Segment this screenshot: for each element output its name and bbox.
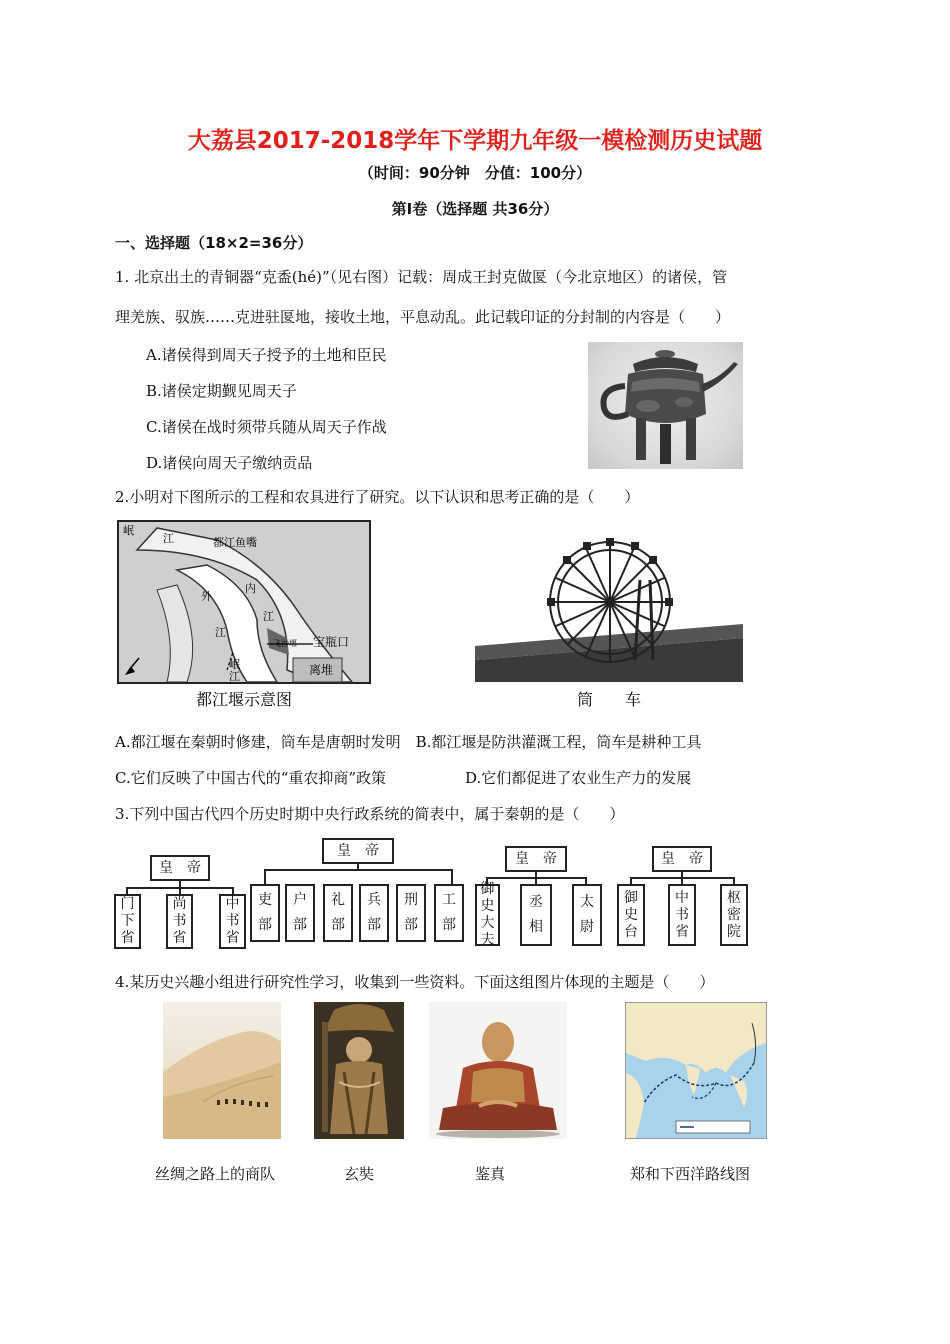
chart4-child-yushitai: 御 史 台 [617, 884, 645, 946]
chart4-emperor: 皇 帝 [652, 846, 712, 872]
map-caption: 都江堰示意图 [195, 690, 293, 709]
chart3-emperor: 皇 帝 [505, 846, 567, 872]
map-label-nei-jiang: 江 [263, 610, 274, 623]
q1-option-d: D.诸侯向周天子缴纳贡品 [146, 454, 313, 472]
jianzhen-statue-image [429, 1002, 567, 1139]
caption-zhenghe: 郑和下西洋路线图 [629, 1165, 750, 1183]
chart2-child-gong-bu: 工 部 [434, 884, 464, 942]
q1-option-c: C.诸侯在战时须带兵随从周天子作战 [146, 418, 387, 436]
q4-stem: 4.某历史兴趣小组进行研究性学习，收集到一些资料。下面这组图片体现的主题是（ ） [115, 973, 715, 991]
waterwheel-image [475, 520, 743, 710]
map-label-jiang-lower: 江 [229, 670, 240, 683]
zhenghe-route-map-image [625, 1002, 767, 1139]
map-label-wai-jiang: 江 [215, 626, 226, 639]
caption-jianzhen: 鉴真 [474, 1165, 505, 1183]
map-label-jiang: 江 [163, 532, 174, 545]
chart3-child-yushi-dafu: 御 史 大 夫 [475, 884, 500, 946]
q2-options-ab: A.都江堰在秦朝时修建，筒车是唐朝时发明 B.都江堰是防洪灌溉工程，筒车是耕种工具 [115, 733, 702, 751]
chart1-emperor: 皇 帝 [150, 855, 210, 881]
exam-title: 大荔县2017-2018学年下学期九年级一模检测历史试题 [187, 128, 763, 154]
q1-line2: 理羌族、驭族……克进驻匽地，接收土地，平息动乱。此记载印证的分封制的内容是（ ） [115, 308, 731, 326]
map-label-min: 岷 [123, 524, 134, 537]
q1-line1: 1. 北京出土的青铜器“克盉(hé)”（见右图）记载：周成王封克做匽（今北京地区）的诸侯，管 [115, 268, 728, 286]
q1-option-b: B.诸侯定期觐见周天子 [146, 382, 297, 400]
q2-stem: 2.小明对下图所示的工程和农具进行了研究。以下认识和思考正确的是（ ） [115, 488, 640, 506]
map-label-feishayan: 飞沙堰 [273, 639, 297, 648]
caption-xuanzang: 玄奘 [343, 1165, 374, 1183]
q3-stem: 3.下列中国古代四个历史时期中央行政系统的简表中，属于秦朝的是（ ） [115, 805, 625, 823]
chart2-child-hu-bu: 户 部 [285, 884, 315, 942]
map-label-liudui: 离堆 [309, 663, 334, 677]
chart1-child-menxia: 门 下 省 [114, 894, 141, 949]
map-label-yuzui: 都江鱼嘴 [213, 536, 257, 549]
chart3-child-chengxiang: 丞 相 [520, 884, 552, 946]
xuanzang-image [314, 1002, 404, 1139]
map-label-nei: 内 [245, 582, 256, 595]
chart2-child-xing-bu: 刑 部 [396, 884, 426, 942]
chart2-child-bing-bu: 兵 部 [359, 884, 389, 942]
map-label-baopingkou: 宝瓶口 [313, 635, 350, 649]
silk-road-caravan-image [163, 1002, 281, 1139]
q2-option-c: C.它们反映了中国古代的“重农抑商”政策 [115, 769, 387, 787]
map-label-wai: 外 [201, 590, 212, 603]
bronze-vessel-image [588, 342, 743, 469]
volume-heading: 第Ⅰ卷（选择题 共36分） [391, 200, 559, 218]
chart2-emperor: 皇 帝 [322, 838, 394, 864]
exam-time-score: （时间：90分钟 分值：100分） [358, 164, 592, 182]
chart3-child-taiwei: 太 尉 [572, 884, 602, 946]
chart2-child-li-bu: 吏 部 [250, 884, 280, 942]
waterwheel-caption: 筒 车 [576, 690, 642, 709]
dujiangyan-map [117, 520, 371, 710]
map-label-min-lower: 岷 [229, 658, 240, 671]
caption-caravan: 丝绸之路上的商队 [154, 1165, 275, 1183]
q2-option-d: D.它们都促进了农业生产力的发展 [465, 769, 692, 787]
chart4-child-shumiyuan: 枢 密 院 [720, 884, 748, 946]
chart1-child-shangshu: 尚 书 省 [166, 894, 193, 949]
section-heading: 一、选择题（18×2=36分） [115, 234, 313, 252]
chart2-child-li-bu-rites: 礼 部 [323, 884, 353, 942]
q1-option-a: A.诸侯得到周天子授予的土地和臣民 [146, 346, 387, 364]
chart4-child-zhongshu: 中 书 省 [668, 884, 696, 946]
chart1-child-zhongshu: 中 书 省 [219, 894, 246, 949]
